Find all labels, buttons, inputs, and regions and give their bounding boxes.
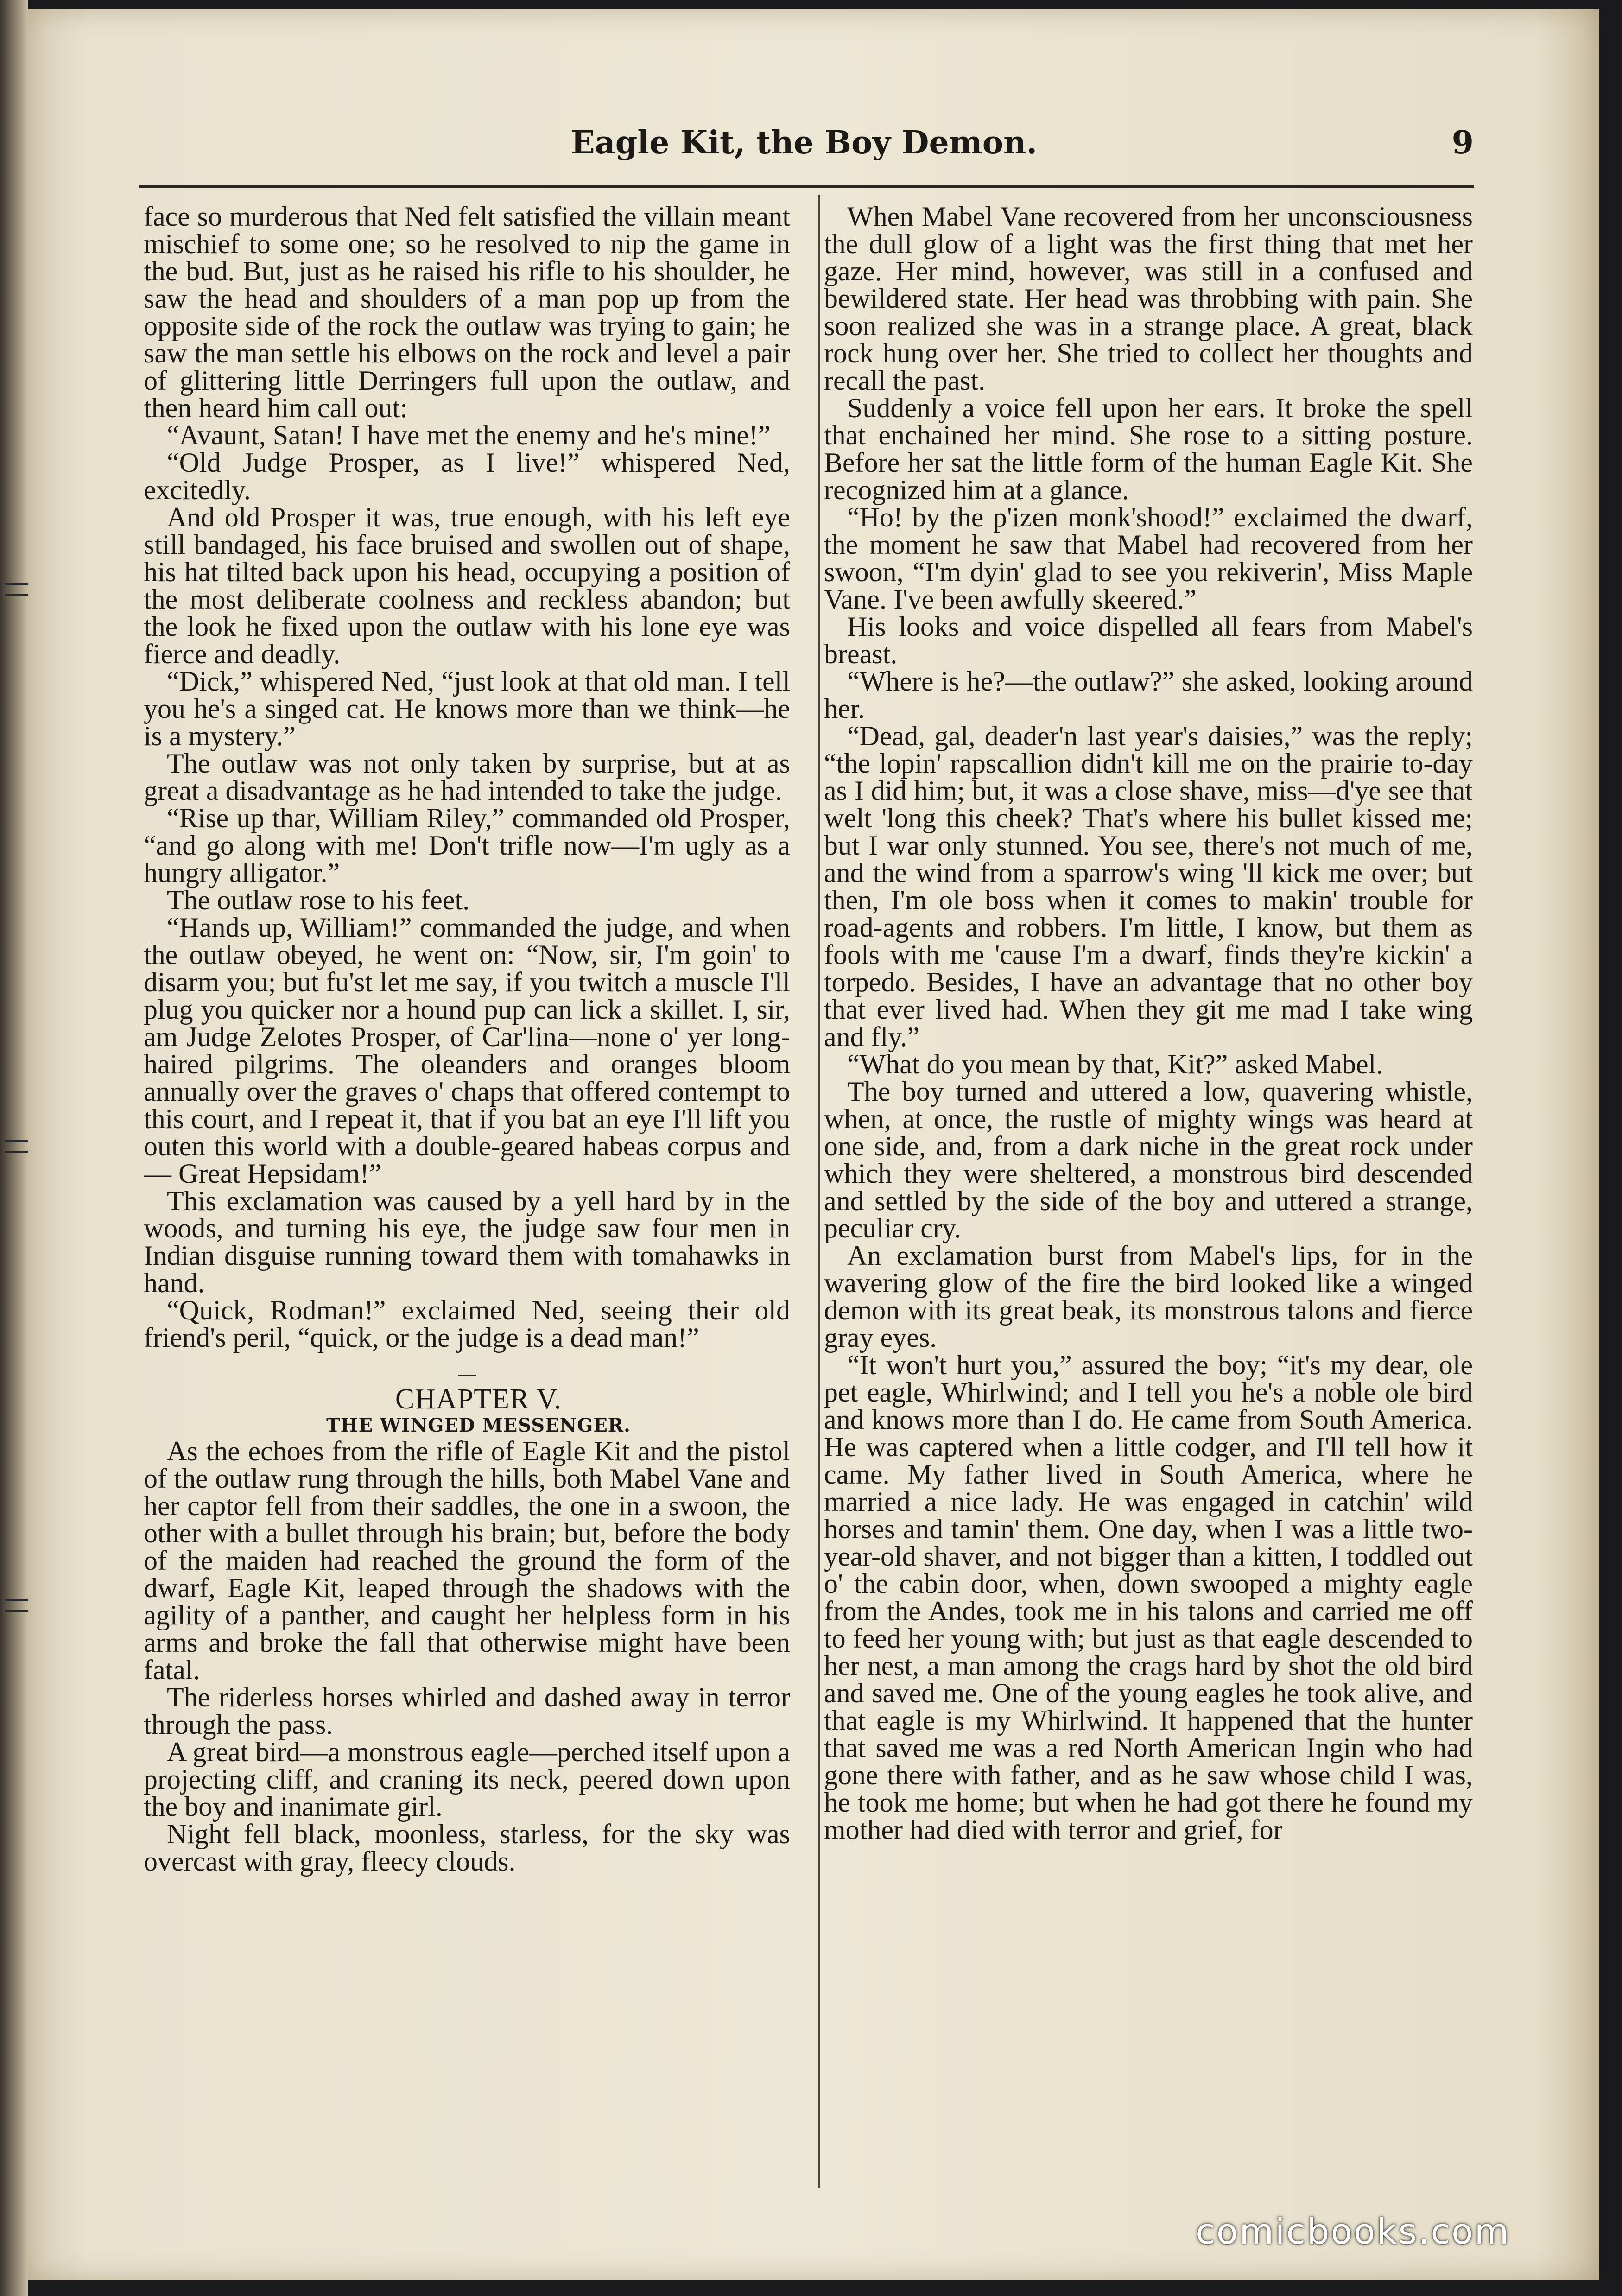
column-divider xyxy=(818,195,820,2188)
paragraph: “Old Judge Prosper, as I live!” whispered Ned, excitedly. xyxy=(144,447,790,505)
paragraph: His looks and voice dispelled all fears from Mabel's breast. xyxy=(824,611,1473,669)
paragraph: And old Prosper it was, true enough, with his left eye still bandaged, his face bruised and swollen out of shape, his hat tilted back upon his head, occupying a position of the most deliberate coolness and reckless abandon; but the look he fixed upon the outlaw with his lone eye was fierce and deadly. xyxy=(144,502,790,669)
paragraph: “What do you mean by that, Kit?” asked Mabel. xyxy=(847,1049,1383,1079)
paragraph: When Mabel Vane recovered from her unconsciousness the dull glow of a light was the first thing that met her gaze. Her mind, however, was still in a confused and bewildered state. Her head was throbbing with pain. She soon realized she was in a strange place. A great, black rock hung over her. She tried to collect her thoughts and recall the past. xyxy=(824,203,1473,396)
paragraph: “Quick, Rodman!” exclaimed Ned, seeing their old friend's peril, “quick, or the judge is a dead man!” xyxy=(144,1295,790,1353)
site-watermark: comicbooks.com xyxy=(1196,2211,1510,2252)
paragraph: As the echoes from the rifle of Eagle Kit and the pistol of the outlaw rung through the hills, both Mabel Vane and her captor fell from their saddles, the one in a swoon, the other with a bullet through his brain; but, before the body of the maiden had reached the ground the form of the dwarf, Eagle Kit, leaped through the shadows with the agility of a panther, and caught her helpless form in his arms and broke the fall that otherwise might have been fatal. xyxy=(144,1436,790,1685)
paragraph: “Ho! by the p'izen monk'shood!” exclaimed the dwarf, the moment he saw that Mabel had recovered from her swoon, “I'm dyin' glad to see you rekiverin', Miss Maple Vane. I've been awfully skeered.” xyxy=(824,502,1473,615)
paragraph: “Rise up thar, William Riley,” commanded old Prosper, “and go along with me! Don't trifle now—I'm ugly as a hungry alligator.” xyxy=(144,803,790,888)
running-title: Eagle Kit, the Boy Demon. xyxy=(570,124,1038,161)
right-column xyxy=(824,203,1473,2196)
paragraph: An exclamation burst from Mabel's lips, for in the wavering glow of the fire the bird looked like a winged demon with its great beak, its monstrous talons and fierce gray eyes. xyxy=(824,1240,1473,1353)
paragraph: A great bird—a monstrous eagle—perched itself upon a projecting cliff, and craning its neck, peered down upon the boy and inanimate girl. xyxy=(144,1737,790,1822)
paragraph: “It won't hurt you,” assured the boy; “it's my dear, ole pet eagle, Whirlwind; and I tell you he's a noble ole bird and knows more than I do. He came from South America. He was captered when a little codger, and I'll tell how it came. My father lived in South America, where he married a nice lady. He was engaged in catchin' wild horses and tamin' them. One day, when I was a little two-year-old shaver, and not bigger than a kitten, I toddled out o' the cabin door, when, down swooped a mighty eagle from the Andes, took me in his talons and carried me off to feed her young with; but just as that eagle descended to her nest, a man among the crags hard by shot the old bird and saved me. One of the young eagles he took alive, and that eagle is my Whirlwind. It happened that the hunter that saved me was a red North American Ingin who had gone there with father, and as he saw whose child I was, he took me home; but when he had got there he found my mother had died with terror and grief, for xyxy=(824,1350,1473,1845)
chapter-ornament xyxy=(458,1375,476,1376)
left-column xyxy=(144,203,790,2196)
chapter-title: CHAPTER V. xyxy=(395,1383,562,1415)
paragraph: “Where is he?—the outlaw?” she asked, looking around her. xyxy=(824,666,1473,724)
header-rule xyxy=(139,185,1474,188)
paragraph: face so murderous that Ned felt satisfied the villain meant mischief to some one; so he resolved to nip the game in the bud. But, just as he raised his rifle to his shoulder, he saw the head and shoulders of a man pop up from the opposite side of the rock the outlaw was trying to gain; he saw the man settle his elbows on the rock and level a pair of glittering little Derringers full upon the outlaw, and then heard him call out: xyxy=(144,203,790,423)
paragraph: This exclamation was caused by a yell hard by in the woods, and turning his eye, the judge saw four men in Indian disguise running toward them with tomahawks in hand. xyxy=(144,1186,790,1298)
paragraph: The outlaw was not only taken by surprise, but at as great a disadvantage as he had intended to take the judge. xyxy=(144,748,790,806)
paragraph: Suddenly a voice fell upon her ears. It broke the spell that enchained her mind. She rose to a sitting posture. Before her sat the little form of the human Eagle Kit. She recognized him at a glance. xyxy=(824,393,1473,505)
paragraph: “Dead, gal, deader'n last year's daisies,” was the reply; “the lopin' rapscallion didn't kill me on the prairie to-day as I did him; but, it was a close shave, miss—d'ye see that welt 'long this cheek? That's where his bullet kissed me; but I war only stunned. You see, there's not much of me, and the wind from a sparrow's wing 'll kick me over; but then, I'm ole boss when it comes to makin' trouble for road-agents and robbers. I'm little, I know, but them as fools with me 'cause I'm a dwarf, finds they're kickin' a torpedo. Besides, I have an advantage that no other boy that ever lived had. When they git me mad I take wing and fly.” xyxy=(824,721,1473,1052)
paragraph: The riderless horses whirled and dashed away in terror through the pass. xyxy=(144,1682,790,1740)
paragraph: The boy turned and uttered a low, quavering whistle, when, at once, the rustle of mighty wings was heard at one side, and, from a dark niche in the great rock under which they were sheltered, a monstrous bird descended and settled by the side of the boy and uttered a strange, peculiar cry. xyxy=(824,1076,1473,1243)
paragraph: The outlaw rose to his feet. xyxy=(167,885,470,915)
page-number: 9 xyxy=(1451,124,1474,161)
paragraph: “Dick,” whispered Ned, “just look at that old man. I tell you he's a singed cat. He knows more than we think—he is a mystery.” xyxy=(144,666,790,751)
paragraph: “Avaunt, Satan! I have met the enemy and he's mine!” xyxy=(167,420,771,450)
running-header xyxy=(134,124,1474,166)
paragraph: Night fell black, moonless, starless, for the sky was overcast with gray, fleecy clouds. xyxy=(144,1819,790,1877)
paragraph: “Hands up, William!” commanded the judge, and when the outlaw obeyed, he went on: “Now, sir, I'm goin' to disarm you; but fu'st let me say, if you twitch a muscle I'll plug you quicker nor a hound pup can lick a skillet. I, sir, am Judge Zelotes Prosper, of Car'lina—none o' yer long-haired pilgrims. The oleanders and oranges bloom annually over the graves o' chaps that offered contempt to this court, and I repeat it, that if you bat an eye I'll lift you outen this world with a double-geared habeas corpus and— Great Hepsidam!” xyxy=(144,912,790,1189)
chapter-subtitle: THE WINGED MESSENGER. xyxy=(326,1414,631,1436)
